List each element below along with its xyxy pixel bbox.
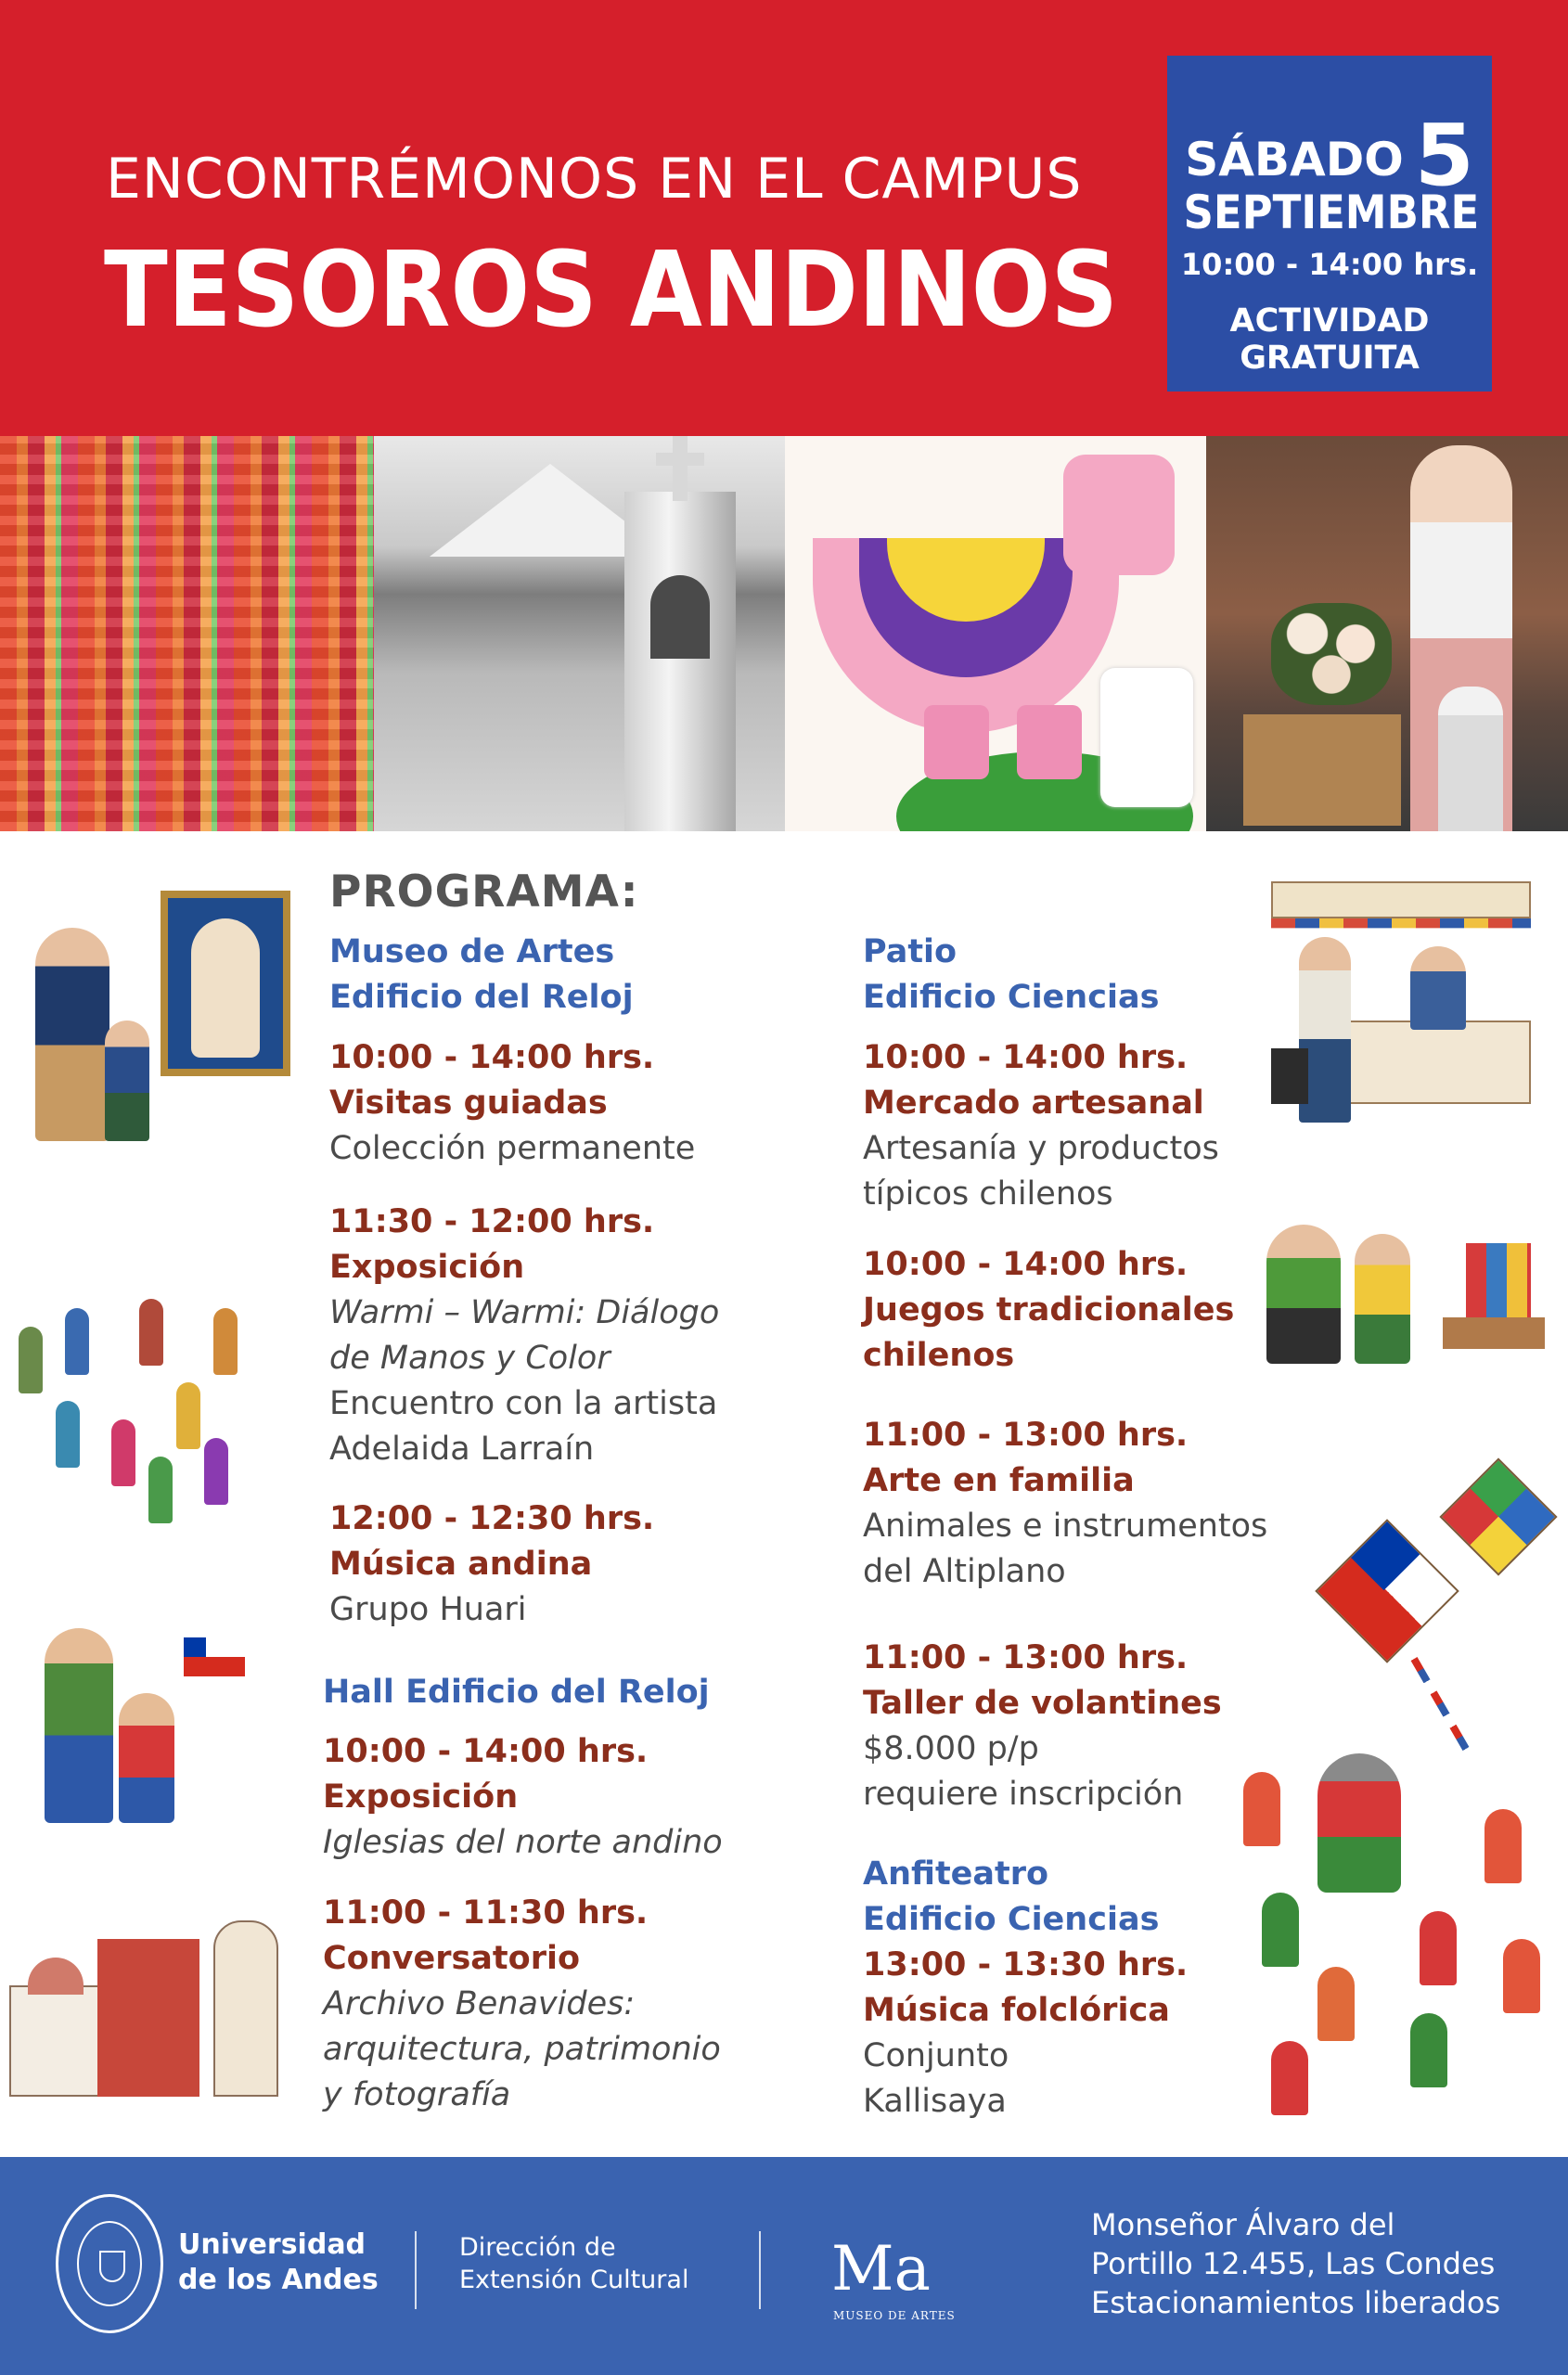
- university-seal-icon: [56, 2194, 163, 2333]
- event-time: 11:00 - 13:00 hrs.: [863, 1639, 1189, 1676]
- parking-info: Estacionamientos liberados: [1091, 2285, 1501, 2320]
- kites-illustration: [1336, 1475, 1559, 1772]
- venue-patio: Patio: [863, 933, 958, 970]
- church-illustration: [9, 1920, 288, 2106]
- photo-llama-craft: [785, 436, 1206, 831]
- venue-edificio-reloj: Edificio del Reloj: [329, 979, 634, 1016]
- free-line-2: GRATUITA: [1240, 340, 1420, 377]
- event-time: 10:00 - 14:00 hrs.: [323, 1733, 649, 1770]
- event-title: Música andina: [329, 1546, 593, 1583]
- exhibition-name: Iglesias del norte andino: [323, 1824, 723, 1861]
- event-time: 10:00 - 14:00 hrs.: [863, 1039, 1189, 1076]
- event-description: Encuentro con la artista: [329, 1385, 718, 1422]
- event-time: 12:00 - 12:30 hrs.: [329, 1500, 655, 1537]
- venue-edificio-ciencias: Edificio Ciencias: [863, 979, 1160, 1016]
- event-description: requiere inscripción: [863, 1776, 1184, 1813]
- museum-logo: Ma: [831, 2233, 931, 2304]
- divider: [415, 2231, 417, 2309]
- date-box: [1167, 56, 1492, 392]
- musicians-dancers-illustration: [9, 1290, 251, 1531]
- exhibition-name: Warmi – Warmi: Diálogo: [329, 1294, 720, 1331]
- event-title: Exposición: [323, 1778, 519, 1816]
- event-description: $8.000 p/p: [863, 1730, 1039, 1767]
- department-line-1: Dirección de: [459, 2233, 616, 2262]
- venue-hall-reloj: Hall Edificio del Reloj: [323, 1674, 710, 1711]
- venue-museo-artes: Museo de Artes: [329, 933, 615, 970]
- museum-visitors-illustration: [35, 891, 295, 1150]
- event-title: Música folclórica: [863, 1992, 1170, 2029]
- event-title: Visitas guiadas: [329, 1085, 608, 1122]
- university-name-line-2: de los Andes: [178, 2264, 379, 2296]
- address-line-2: Portillo 12.455, Las Condes: [1091, 2246, 1496, 2281]
- header-kicker: ENCONTRÉMONOS EN EL CAMPUS: [106, 147, 1083, 212]
- museum-logo-subtitle: MUSEO DE ARTES: [833, 2309, 956, 2322]
- event-time: 11:00 - 13:00 hrs.: [863, 1417, 1189, 1454]
- event-time: 13:00 - 13:30 hrs.: [863, 1946, 1189, 1983]
- event-title: Juegos tradicionales: [863, 1291, 1235, 1329]
- event-time: 11:00 - 11:30 hrs.: [323, 1894, 649, 1932]
- free-activity-label: [1167, 302, 1492, 377]
- department-line-2: Extensión Cultural: [459, 2266, 689, 2294]
- venue-anfiteatro: Anfiteatro: [863, 1855, 1049, 1893]
- event-description: Animales e instrumentos: [863, 1508, 1268, 1545]
- photo-market-visitors: [1206, 436, 1568, 831]
- event-time: 11:30 - 12:00 hrs.: [329, 1203, 655, 1240]
- venue-edificio-ciencias: Edificio Ciencias: [863, 1901, 1160, 1938]
- photo-andean-church: [374, 436, 785, 831]
- event-description: típicos chilenos: [863, 1175, 1113, 1213]
- footer-bar: [0, 2157, 1568, 2375]
- diablada-dancers-illustration: [1234, 1753, 1540, 2143]
- event-title: Conversatorio: [323, 1940, 580, 1977]
- photo-andean-textile: [0, 436, 374, 831]
- event-title: Arte en familia: [863, 1462, 1135, 1499]
- address-line-1: Monseñor Álvaro del: [1091, 2207, 1395, 2242]
- photo-strip: [0, 436, 1568, 831]
- talk-topic: arquitectura, patrimonio: [323, 2031, 721, 2068]
- program-heading: PROGRAMA:: [329, 867, 639, 918]
- event-description: Kallisaya: [863, 2083, 1007, 2120]
- month: SEPTIEMBRE: [1183, 186, 1480, 239]
- craft-market-stall-illustration: [1271, 881, 1540, 1141]
- event-title: Mercado artesanal: [863, 1085, 1204, 1122]
- event-description: del Altiplano: [863, 1553, 1066, 1590]
- event-description: Conjunto: [863, 2037, 1009, 2074]
- event-title: Exposición: [329, 1249, 525, 1286]
- event-time: 10:00 - 14:00 hrs.: [329, 1039, 655, 1076]
- day-number: 5: [1414, 106, 1474, 205]
- university-name-line-1: Universidad: [178, 2228, 366, 2261]
- event-description: Artesanía y productos: [863, 1130, 1219, 1167]
- event-title: Taller de volantines: [863, 1685, 1222, 1722]
- free-line-1: ACTIVIDAD: [1229, 302, 1430, 340]
- weekday: SÁBADO: [1185, 133, 1404, 186]
- talk-topic: Archivo Benavides:: [323, 1985, 636, 2022]
- event-title: TESOROS ANDINOS: [104, 230, 1119, 351]
- traditional-games-illustration: [1266, 1206, 1554, 1364]
- talk-topic: y fotografía: [323, 2076, 511, 2113]
- event-title: chilenos: [863, 1337, 1015, 1374]
- event-description: Adelaida Larraín: [329, 1431, 595, 1468]
- event-time: 10:00 - 14:00 hrs.: [863, 1246, 1189, 1283]
- event-hours: 10:00 - 14:00 hrs.: [1180, 247, 1479, 282]
- header-banner: [0, 0, 1568, 436]
- divider: [759, 2231, 761, 2309]
- event-description: Colección permanente: [329, 1130, 696, 1167]
- exhibition-name: de Manos y Color: [329, 1340, 610, 1377]
- event-description: Grupo Huari: [329, 1591, 527, 1628]
- mother-child-flag-illustration: [45, 1628, 258, 1832]
